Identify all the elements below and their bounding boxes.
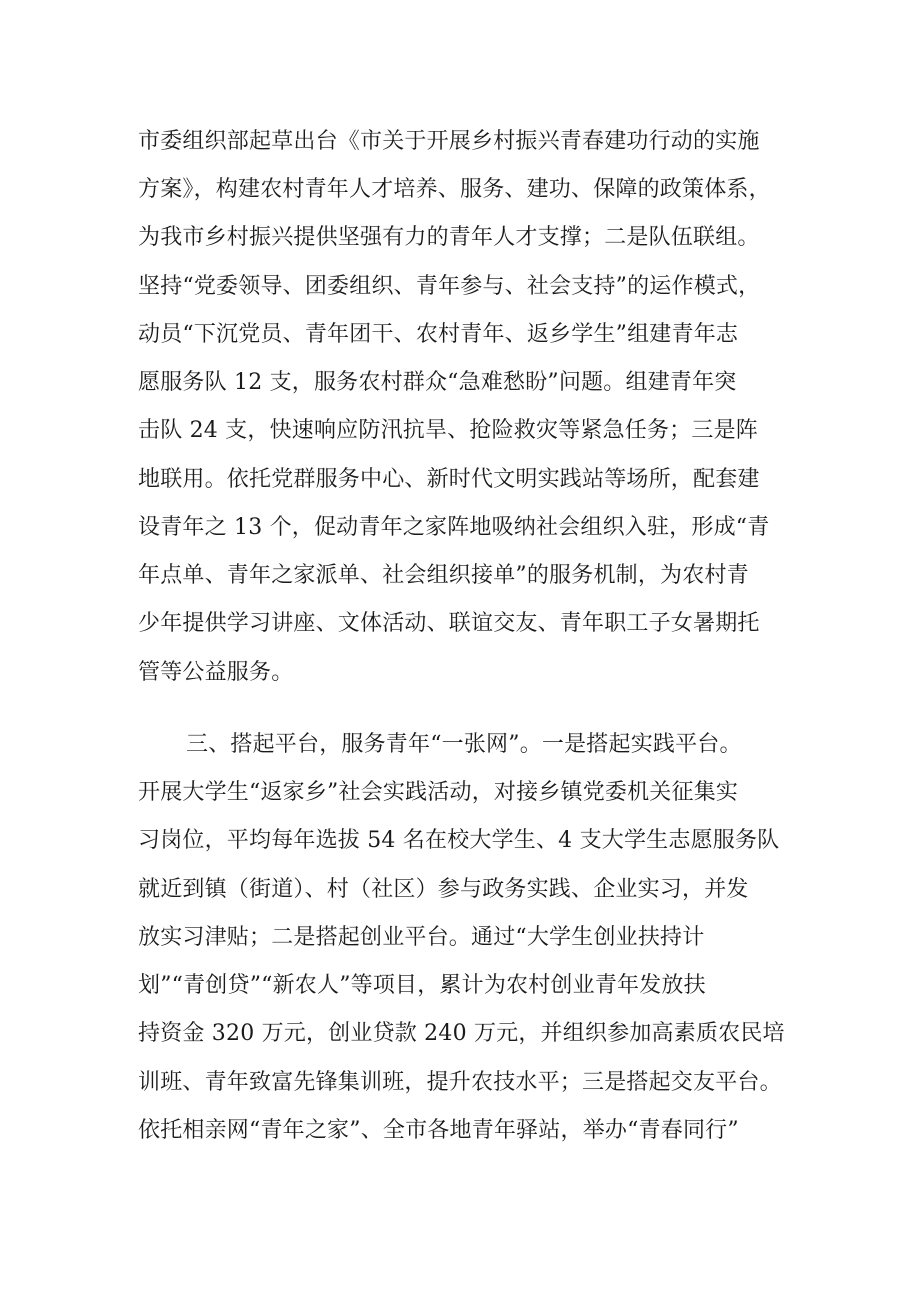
text-line: 放实习津贴；二是搭起创业平台。通过“大学生创业扶持计 (138, 925, 705, 950)
text-line: 持资金 320 万元，创业贷款 240 万元，并组织参加高素质农民培 (138, 1021, 785, 1046)
text-line: 年点单、青年之家派单、社会组织接单”的服务机制，为农村青 (138, 563, 749, 588)
text-line: 设青年之 13 个，促动青年之家阵地吸纳社会组织入驻，形成“青 (138, 515, 770, 540)
text-line: 少年提供学习讲座、文体活动、联谊交友、青年职工子女暑期托 (138, 611, 760, 636)
text-line: 坚持“党委领导、团委组织、青年参与、社会支持”的运作模式， (138, 274, 761, 299)
text-line: 市委组织部起草出台《市关于开展乡村振兴青春建功行动的实施 (138, 129, 760, 154)
text-line: 习岗位，平均每年选拔 54 名在校大学生、4 支大学生志愿服务队 (138, 828, 780, 853)
text-line: 愿服务队 12 支，服务农村群众“急难愁盼”问题。组建青年突 (138, 370, 737, 395)
text-line: 为我市乡村振兴提供坚强有力的青年人才支撑；二是队伍联组。 (138, 225, 760, 250)
section-heading-line: 三、搭起平台，服务青年“一张网”。一是搭起实践平台。 (186, 732, 742, 757)
text-line: 击队 24 支，快速响应防汛抗旱、抢险救灾等紧急任务；三是阵 (138, 418, 758, 443)
text-line: 动员“下沉党员、青年团干、农村青年、返乡学生”组建青年志 (138, 322, 739, 347)
text-line: 方案》，构建农村青年人才培养、服务、建功、保障的政策体系， (138, 177, 771, 202)
text-line: 就近到镇（街道）、村（社区）参与政务实践、企业实习，并发 (138, 877, 749, 902)
text-line: 地联用。依托党群服务中心、新时代文明实践站等场所，配套建 (138, 467, 760, 492)
text-line: 训班、青年致富先锋集训班，提升农技水平；三是搭起交友平台。 (138, 1070, 782, 1095)
text-line: 划”“青创贷”“新农人”等项目，累计为农村创业青年发放扶 (138, 973, 706, 998)
text-line: 开展大学生“返家乡”社会实践活动，对接乡镇党委机关征集实 (138, 780, 739, 805)
text-line: 管等公益服务。 (138, 660, 294, 685)
text-line: 依托相亲网“青年之家”、全市各地青年驿站，举办“青春同行” (138, 1118, 739, 1143)
